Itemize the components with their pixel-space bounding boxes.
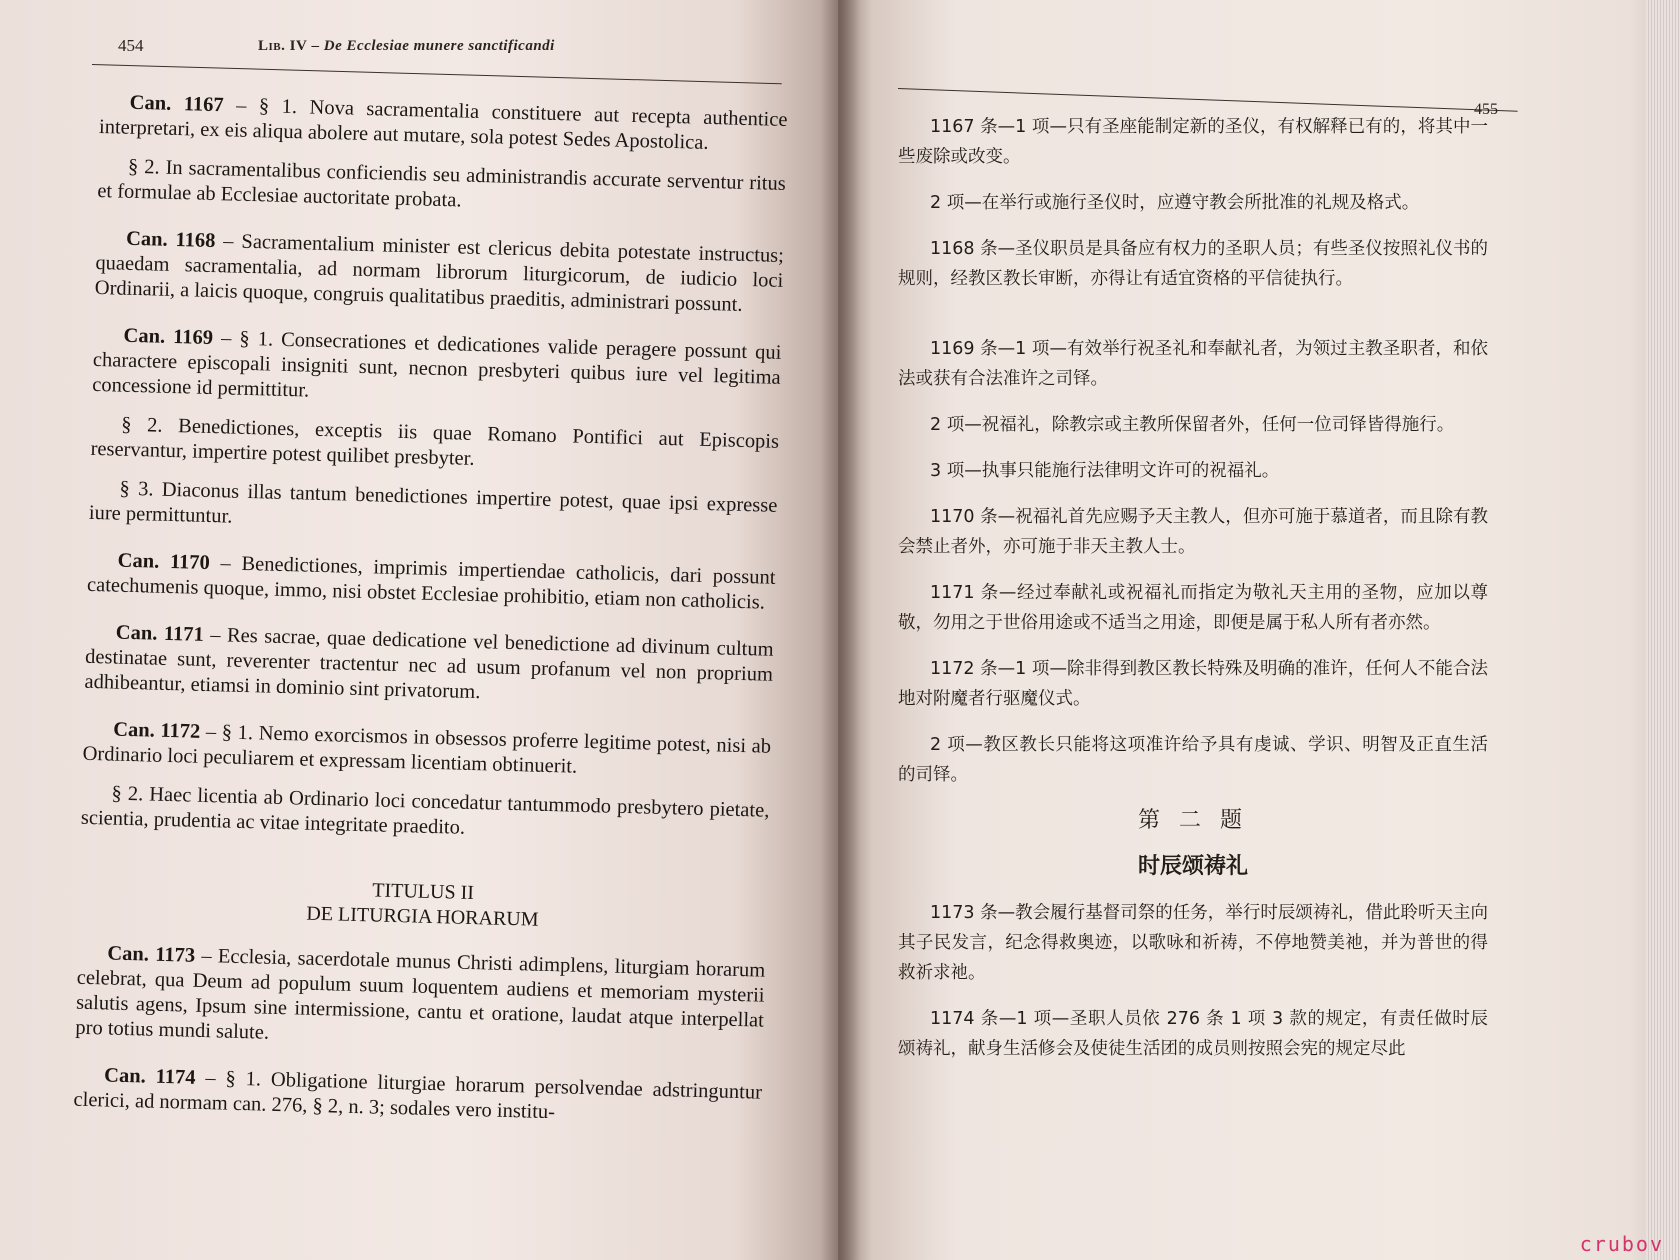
running-title <box>258 38 555 55</box>
canon-text: § 2. Benedictiones, exceptis iis quae Romano Pontifici aut Episcopis reservantur, impertire potest quilibet presbyter. <box>90 413 780 470</box>
canon-text: – § 1. Consecrationes et dedicationes valide peragere possunt qui charactere episcopali insigniti sunt, necnon presbyteri quibus iure vel legitima concessione id permittitur. <box>91 327 782 402</box>
watermark: crubov <box>1579 1232 1664 1256</box>
canon-label: Can. 1172 <box>112 718 201 743</box>
canon-text: § 3. Diaconus illas tantum benedictiones impertire potest, quae ipsi expresse iure permittuntur. <box>88 477 778 528</box>
section-title-line-1: 第 二 题 <box>1138 808 1248 833</box>
running-head-lib: Lib. IV <box>258 38 308 54</box>
canon-paragraph <box>94 226 784 319</box>
canon-paragraph: 1167 条—1 项—只有圣座能制定新的圣仪，有权解释已有的，将其中一些废除或改变。 <box>898 117 1488 167</box>
right-page <box>838 0 1680 1260</box>
canon-paragraph <box>73 1063 762 1131</box>
chinese-text-block <box>898 112 1488 1080</box>
canon-text: § 2. Haec licentia ab Ordinario loci concedatur tantummodo presbytero pietate, scientia, prudentia ac vitae integritate praedito. <box>80 782 770 839</box>
canon-text: – § 1. Nemo exorcismos in obsessos proferre legitime potest, nisi ab Ordinario loci peculiarem et expressam licentiam obtinuerit. <box>82 720 772 778</box>
page-number: 455 <box>1474 101 1498 118</box>
canon-label: Can. 1174 <box>103 1064 196 1089</box>
header-rule <box>92 64 782 84</box>
canon-paragraph: 2 项—祝福礼，除教宗或主教所保留者外，任何一位司铎皆得施行。 <box>930 415 1455 435</box>
canon-paragraph: 3 项—执事只能施行法律明文许可的祝福礼。 <box>930 461 1280 481</box>
canon-label: Can. 1170 <box>117 549 211 575</box>
canon-paragraph <box>97 154 786 222</box>
canon-paragraph: 1174 条—1 项—圣职人员依 276 条 1 项 3 款的规定，有责任做时辰颂祷礼，献身生活修会及使徒生活团的成员则按照会宪的规定尽此 <box>898 1009 1488 1059</box>
canon-text: – § 1. Obligatione liturgiae horarum persolvendae adstringuntur clerici, ad normam can. 276, § 2, n. 3; sodales vero institu- <box>73 1066 763 1124</box>
canon-paragraph: 2 项—在举行或施行圣仪时，应遵守教会所批准的礼规及格式。 <box>930 193 1420 213</box>
canon-text: – Ecclesia, sacerdotale munus Christi adimplens, liturgiam horarum celebrat, qua Deum ad populum suum loquentem audiens et memoriam mysterii salutis agens, Ipsum sine intermissione, cantu et oratione, laudat atque interpellat pro totius mundi salute. <box>75 944 766 1044</box>
canon-paragraph: 1171 条—经过奉献礼或祝福礼而指定为敬礼天主用的圣物，应加以尊敬，勿用之于世俗用途或不适当之用途，即便是属于私人所有者亦然。 <box>898 583 1488 633</box>
canon-paragraph <box>99 90 788 158</box>
section-title-line-2: 时辰颂祷礼 <box>1137 854 1248 879</box>
left-page <box>0 0 838 1260</box>
canon-label: Can. 1167 <box>129 91 224 117</box>
header-rule <box>898 88 1518 112</box>
canon-text: – Benedictiones, imprimis impertiendae catholicis, dari possunt catechumenis quoque, immo, nisi obstet Ecclesiae prohibitio, etiam non catholicis. <box>86 552 776 614</box>
canon-paragraph: 1173 条—教会履行基督司祭的任务，举行时辰颂祷礼，借此聆听天主向其子民发言，纪念得救奥迹，以歌咏和祈祷，不停地赞美祂，并为普世的得救祈求祂。 <box>898 903 1488 983</box>
canon-label: Can. 1168 <box>125 227 216 253</box>
section-title <box>78 871 767 939</box>
canon-paragraph <box>87 548 776 616</box>
canon-paragraph <box>75 941 765 1059</box>
section-title-line-2: DE LITURGIA HORARUM <box>306 902 539 931</box>
canon-paragraph <box>84 620 774 713</box>
page-edges <box>1646 0 1680 1260</box>
book-gutter <box>820 0 860 1260</box>
canon-paragraph <box>82 717 771 785</box>
canon-paragraph: 1168 条—圣仪职员是具备应有权力的圣职人员；有些圣仪按照礼仪书的规则，经教区教长审断，亦得让有适宜资格的平信徒执行。 <box>898 239 1488 289</box>
canon-label: Can. 1169 <box>123 324 214 350</box>
section-title-line-1: TITULUS II <box>372 879 475 905</box>
canon-text: § 2. In sacramentalibus conficiendis seu administrandis accurate serventur ritus et formulae ab Ecclesiae auctoritate probata. <box>97 155 787 212</box>
latin-text-block <box>73 90 788 1145</box>
canon-paragraph <box>90 412 779 480</box>
canon-paragraph: 1172 条—1 项—除非得到教区教长特殊及明确的准许，任何人不能合法地对附魔者行驱魔仪式。 <box>898 659 1488 709</box>
page-number: 454 <box>118 36 144 55</box>
running-head-title: De Ecclesiae munere sanctificandi <box>323 38 555 54</box>
running-head-sep: – <box>307 38 324 54</box>
canon-paragraph: 1170 条—祝福礼首先应赐予天主教人，但亦可施于慕道者，而且除有教会禁止者外，亦可施于非天主教人士。 <box>898 507 1488 557</box>
canon-paragraph: 2 项—教区教长只能将这项准许给予具有虔诚、学识、明智及正直生活的司铎。 <box>898 735 1488 785</box>
canon-label: Can. 1173 <box>107 942 196 967</box>
canon-text: – Sacramentalium minister est clericus debita potestate instructus; quaedam sacramentalia, ad normam librorum liturgicorum, de iudicio loci Ordinarii, a laicis quoque, congruis qualitatibus praeditis, administrari possunt. <box>94 230 785 316</box>
canon-text: – § 1. Nova sacramentalia constituere aut recepta authentice interpretari, ex eis aliqua abolere aut mutare, sola potest Sedes Apostolica. <box>98 94 788 154</box>
canon-paragraph: 1169 条—1 项—有效举行祝圣礼和奉献礼者，为领过主教圣职者，和依法或获有合法准许之司铎。 <box>898 339 1488 389</box>
canon-label: Can. 1171 <box>115 621 205 646</box>
canon-paragraph <box>81 781 770 849</box>
canon-paragraph <box>92 323 782 416</box>
canon-paragraph <box>89 476 778 544</box>
canon-text: – Res sacrae, quae dedicatione vel benedictione ad divinum cultum destinatae sunt, reverenter tractentur nec ad usum profanum vel non proprium adhibeantur, etiamsi in dominio sint privatorum. <box>84 623 774 704</box>
